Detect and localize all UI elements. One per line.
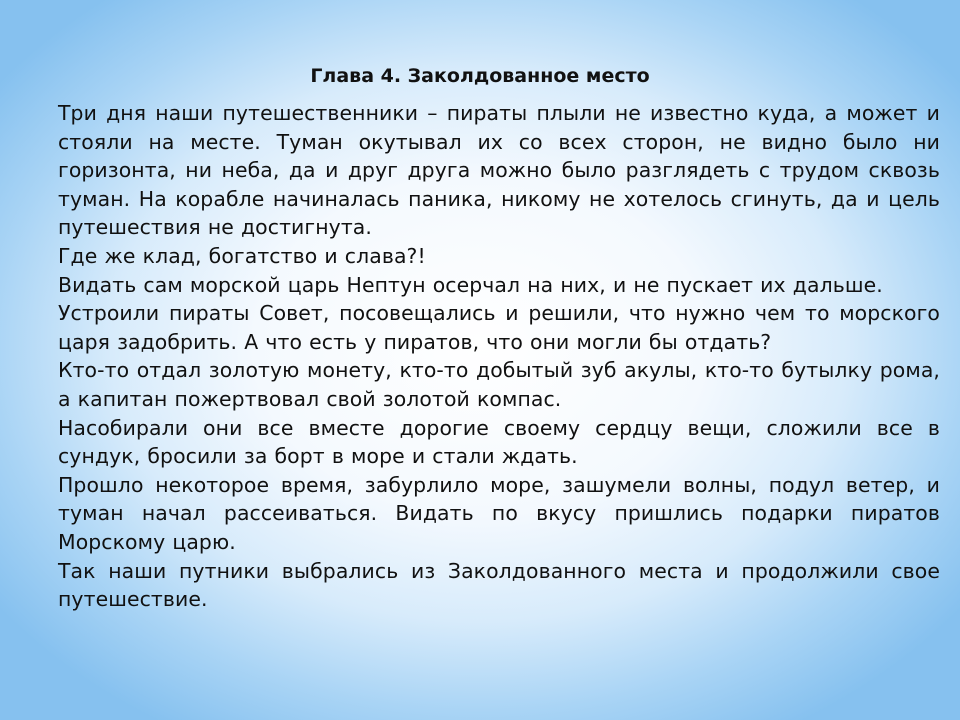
paragraph: Кто-то отдал золотую монету, кто-то добытый зуб акулы, кто-то бутылку рома, а капитан пожертвовал свой золотой компас. [58,358,940,411]
paragraph: Так наши путники выбрались из Заколдованного места и продолжили свое путешествие. [58,558,940,612]
paragraph: Устроили пираты Совет, посовещались и решили, что нужно чем то морского царя задобрить. А что есть у пиратов, что они могли бы отдать? [58,301,940,354]
paragraph: Три дня наши путешественники – пираты плыли не известно куда, а может и стояли на месте. Туман окутывал их со всех сторон, не видно было ни горизонта, ни неба, да и друг друга можно было разглядеть с трудом сквозь туман. На корабле начиналась паника, никому не хотелось сгинуть, да и цель путешествия не достигнута. [58,101,940,240]
paragraph: Видать сам морской царь Нептун осерчал на них, и не пускает их дальше. [58,272,883,297]
paragraph: Прошло некоторое время, забурлило море, зашумели волны, подул ветер, и туман начал рассеиваться. Видать по вкусу пришлись подарки пиратов Морскому царю. [58,472,940,554]
paragraph: Насобирали они все вместе дорогие своему сердцу вещи, сложили все в сундук, бросили за борт в море и стали ждать. [58,415,940,469]
slide-title: Глава 4. Заколдованное место [310,65,650,87]
paragraph: Где же клад, богатство и слава?! [58,243,426,268]
slide-body [58,99,940,614]
